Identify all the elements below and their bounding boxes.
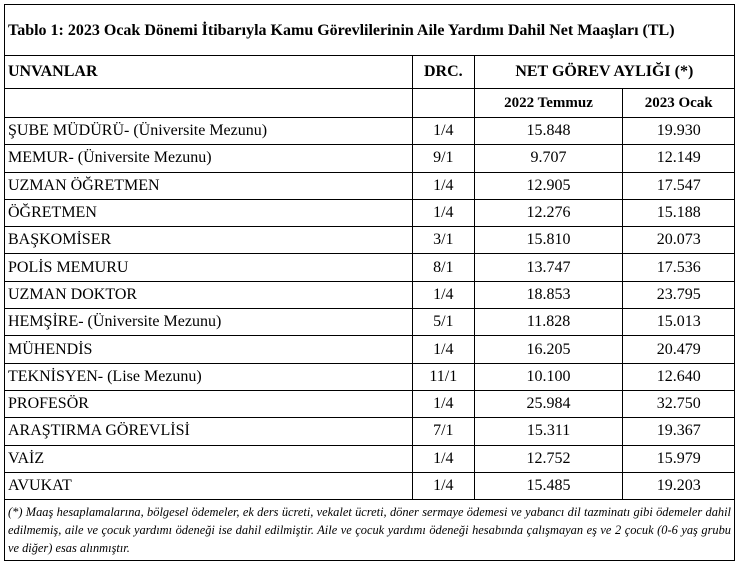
cell-grade: 1/4 [413, 172, 475, 199]
cell-2023-january: 32.750 [623, 390, 735, 417]
header-row [5, 56, 735, 89]
cell-2023-january: 12.149 [623, 145, 735, 172]
table-row [5, 227, 735, 254]
cell-2023-january: 17.547 [623, 172, 735, 199]
table-row [5, 472, 735, 499]
cell-grade: 1/4 [413, 199, 475, 226]
cell-title: AVUKAT [5, 472, 413, 499]
cell-grade: 11/1 [413, 363, 475, 390]
cell-title: PROFESÖR [5, 390, 413, 417]
cell-2023-january: 23.795 [623, 281, 735, 308]
cell-2022-july: 15.485 [474, 472, 623, 499]
cell-2022-july: 16.205 [474, 336, 623, 363]
cell-2022-july: 9.707 [474, 145, 623, 172]
table-row [5, 418, 735, 445]
cell-title: MÜHENDİS [5, 336, 413, 363]
salary-table-container [4, 4, 735, 561]
header-period-2023-january: 2023 Ocak [623, 89, 735, 118]
table-row [5, 281, 735, 308]
header-grade: DRC. [413, 56, 475, 89]
cell-title: UZMAN ÖĞRETMEN [5, 172, 413, 199]
cell-grade: 8/1 [413, 254, 475, 281]
cell-2023-january: 20.479 [623, 336, 735, 363]
cell-2022-july: 11.828 [474, 309, 623, 336]
subheader-row [5, 89, 735, 118]
cell-grade: 1/4 [413, 472, 475, 499]
cell-2022-july: 12.276 [474, 199, 623, 226]
cell-2023-january: 17.536 [623, 254, 735, 281]
cell-2022-july: 12.752 [474, 445, 623, 472]
cell-2023-january: 19.930 [623, 118, 735, 145]
header-net-salary: NET GÖREV AYLIĞI (*) [474, 56, 734, 89]
cell-grade: 3/1 [413, 227, 475, 254]
salary-table [4, 4, 735, 561]
cell-grade: 9/1 [413, 145, 475, 172]
cell-2023-january: 15.979 [623, 445, 735, 472]
cell-2023-january: 20.073 [623, 227, 735, 254]
cell-2022-july: 15.311 [474, 418, 623, 445]
table-row [5, 445, 735, 472]
subheader-empty-2 [413, 89, 475, 118]
cell-2022-july: 13.747 [474, 254, 623, 281]
cell-2022-july: 25.984 [474, 390, 623, 417]
cell-grade: 5/1 [413, 309, 475, 336]
footnote: (*) Maaş hesaplamalarına, bölgesel ödemeler, ek ders ücreti, vekalet ücreti, döner sermaye ödemesi ve yabancı dil tazminatı gibi ödemeler dahil edilmemiş, aile ve çocuk yardımı ödeneği ise dahil edilmiştir. Aile ve çocuk yardımı ödeneği hesabında çalışmayan eş ve 2 çocuk (0-6 yaş grubu ve diğer) esas alınmıştır. [5, 500, 735, 561]
cell-2023-january: 12.640 [623, 363, 735, 390]
cell-title: UZMAN DOKTOR [5, 281, 413, 308]
header-titles: UNVANLAR [5, 56, 413, 89]
cell-2022-july: 12.905 [474, 172, 623, 199]
cell-2022-july: 15.810 [474, 227, 623, 254]
title-row [5, 5, 735, 56]
table-row [5, 199, 735, 226]
footnote-row [5, 500, 735, 561]
cell-grade: 1/4 [413, 390, 475, 417]
cell-2022-july: 15.848 [474, 118, 623, 145]
cell-grade: 1/4 [413, 336, 475, 363]
cell-2022-july: 18.853 [474, 281, 623, 308]
table-title: Tablo 1: 2023 Ocak Dönemi İtibarıyla Kamu Görevlilerinin Aile Yardımı Dahil Net Maaşları (TL) [5, 5, 735, 56]
cell-2023-january: 19.367 [623, 418, 735, 445]
cell-title: ŞUBE MÜDÜRÜ- (Üniversite Mezunu) [5, 118, 413, 145]
table-row [5, 145, 735, 172]
cell-2022-july: 10.100 [474, 363, 623, 390]
cell-title: POLİS MEMURU [5, 254, 413, 281]
header-period-2022-july: 2022 Temmuz [474, 89, 623, 118]
cell-grade: 1/4 [413, 445, 475, 472]
cell-2023-january: 15.188 [623, 199, 735, 226]
cell-title: MEMUR- (Üniversite Mezunu) [5, 145, 413, 172]
cell-title: TEKNİSYEN- (Lise Mezunu) [5, 363, 413, 390]
cell-grade: 1/4 [413, 281, 475, 308]
table-row [5, 309, 735, 336]
cell-2023-january: 19.203 [623, 472, 735, 499]
table-row [5, 118, 735, 145]
cell-grade: 1/4 [413, 118, 475, 145]
table-row [5, 390, 735, 417]
table-row [5, 172, 735, 199]
cell-title: ARAŞTIRMA GÖREVLİSİ [5, 418, 413, 445]
subheader-empty-1 [5, 89, 413, 118]
table-row [5, 363, 735, 390]
cell-title: HEMŞİRE- (Üniversite Mezunu) [5, 309, 413, 336]
table-row [5, 336, 735, 363]
cell-2023-january: 15.013 [623, 309, 735, 336]
cell-title: BAŞKOMİSER [5, 227, 413, 254]
table-row [5, 254, 735, 281]
cell-grade: 7/1 [413, 418, 475, 445]
cell-title: VAİZ [5, 445, 413, 472]
cell-title: ÖĞRETMEN [5, 199, 413, 226]
